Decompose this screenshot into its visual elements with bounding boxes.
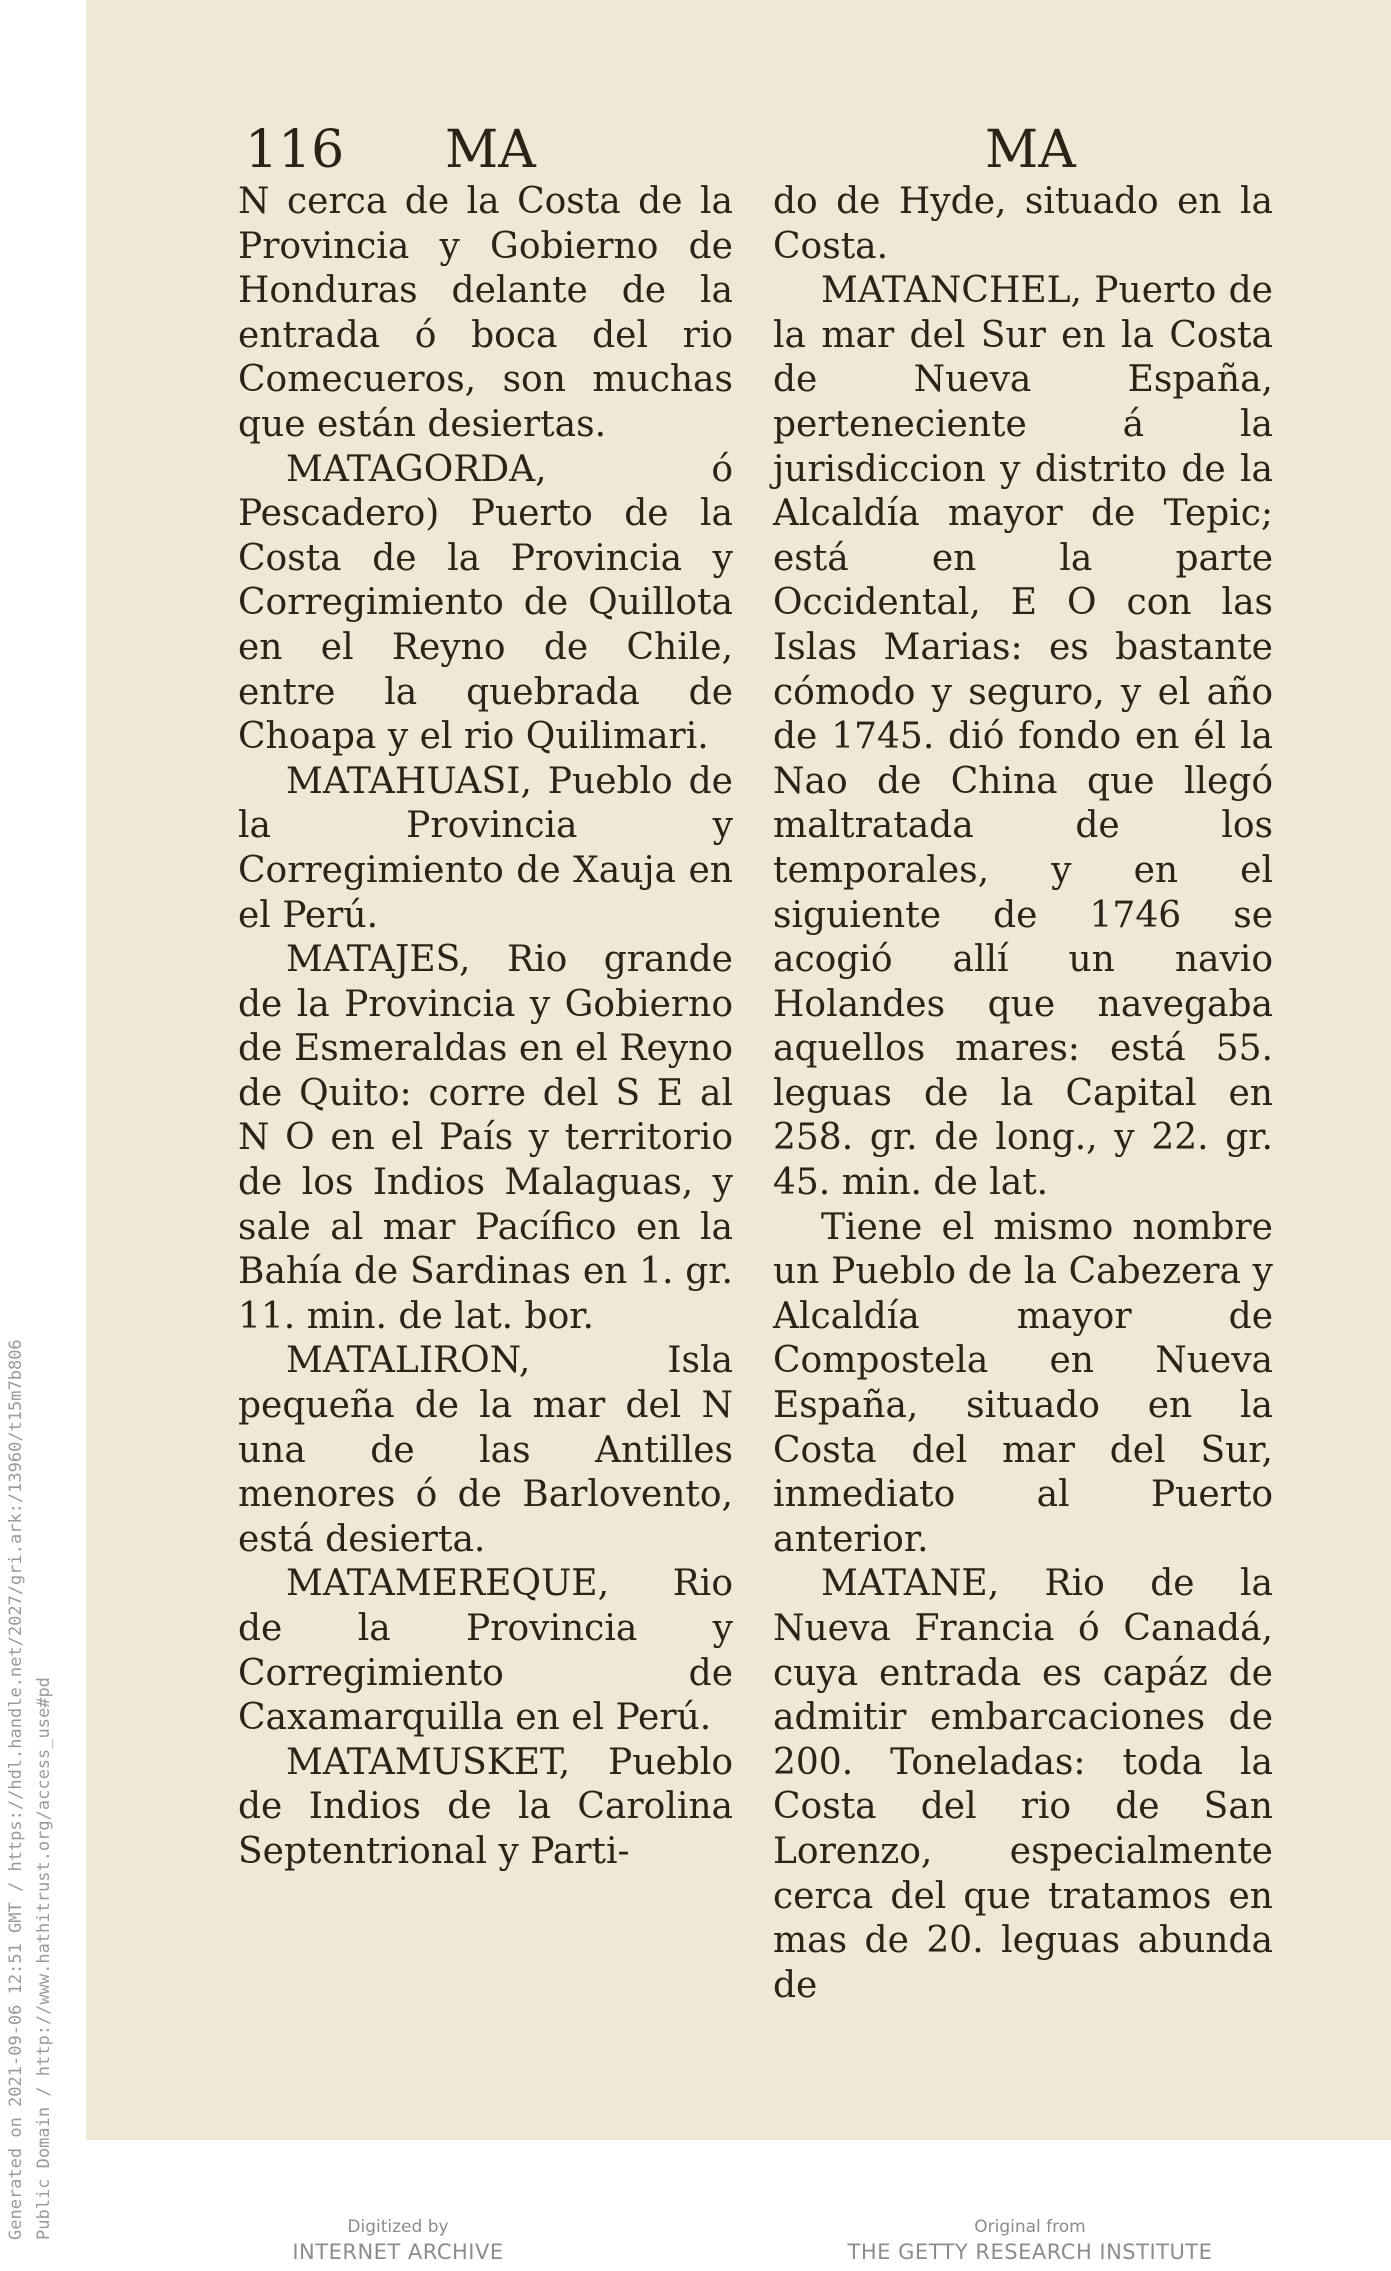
- entry-mataliron: MATALIRON, Isla pequeña de la mar del N una de las Antilles menores ó de Barlovento, está desierta.: [238, 1340, 733, 1560]
- entry-matane: MATANE, Rio de la Nueva Francia ó Canadá, cuya entrada es capáz de admitir embarcaciones de 200. Toneladas: toda la Costa del rio de San Lorenzo, especialmente cerca del que tratamos en mas de 20. leguas abunda de: [773, 1563, 1273, 2006]
- page-number: 116: [245, 120, 345, 180]
- entry-matanchel-pueblo: Tiene el mismo nombre un Pueblo de la Cabezera y Alcaldía mayor de Compostela en Nueva España, situado en la Costa del mar del Sur, inmediato al Puerto anterior.: [773, 1206, 1273, 1560]
- running-head-left: MA: [445, 120, 536, 180]
- entry-matanchel: MATANCHEL, Puerto de la mar del Sur en la Costa de Nueva España, perteneciente á la jurisdiccion y distrito de la Alcaldía mayor de Tepic; está en la parte Occidental, E O con las Islas Marias: es bastante cómodo y seguro, y el año de 1745. dió fondo en él la Nao de China que llegó maltratada de los temporales, y en el siguiente de 1746 se acogió allí un navio Holandes que navegaba aquellos mares: está 55. leguas de la Capital en 258. gr. de long., y 22. gr. 45. min. de lat.: [773, 270, 1273, 1204]
- entry-matamereque: MATAMEREQUE, Rio de la Provincia y Corregimiento de Caxamarquilla en el Perú.: [238, 1563, 733, 1739]
- watermark-line-license: Public Domain / http://www.hathitrust.org/access_use#pd: [34, 1677, 54, 2240]
- entry-matamusket: MATAMUSKET, Pueblo de Indios de la Carolina Septentrional y Parti-: [238, 1741, 733, 1872]
- entry-matagorda: MATAGORDA, ó Pescadero) Puerto de la Costa de la Provincia y Corregimiento de Quillota en el Reyno de Chile, entre la quebrada de Choapa y el rio Quilimari.: [238, 448, 733, 758]
- entry-matajes: MATAJES, Rio grande de la Provincia y Gobierno de Esmeraldas en el Reyno de Quito: corre del S E al N O en el País y territorio de los Indios Malaguas, y sale al mar Pacífico en la Bahía de Sardinas en 1. gr. 11. min. de lat. bor.: [238, 939, 733, 1337]
- digitized-by-label: Digitized by: [347, 2217, 449, 2237]
- running-head-right: MA: [985, 120, 1076, 180]
- left-column: [238, 180, 733, 1875]
- entry-paragraph: do de Hyde, situado en la Costa.: [773, 181, 1273, 267]
- original-from-credit: [820, 2215, 1240, 2265]
- digitized-by-credit: [218, 2215, 578, 2265]
- watermark-line-generated: Generated on 2021-09-06 12:51 GMT / https://hdl.handle.net/2027/gri.ark:/13960/t15m7b806: [6, 1339, 26, 2240]
- getty-institute-label: THE GETTY RESEARCH INSTITUTE: [847, 2240, 1213, 2264]
- generation-watermark: [2, 1140, 58, 2240]
- internet-archive-label: INTERNET ARCHIVE: [292, 2240, 504, 2264]
- right-column: [773, 180, 1273, 2008]
- original-from-label: Original from: [974, 2217, 1086, 2237]
- entry-matahuasi: MATAHUASI, Pueblo de la Provincia y Corregimiento de Xauja en el Perú.: [238, 760, 733, 936]
- entry-paragraph: N cerca de la Costa de la Provincia y Gobierno de Honduras delante de la entrada ó boca del rio Comecueros, son muchas que están desiertas.: [238, 181, 733, 445]
